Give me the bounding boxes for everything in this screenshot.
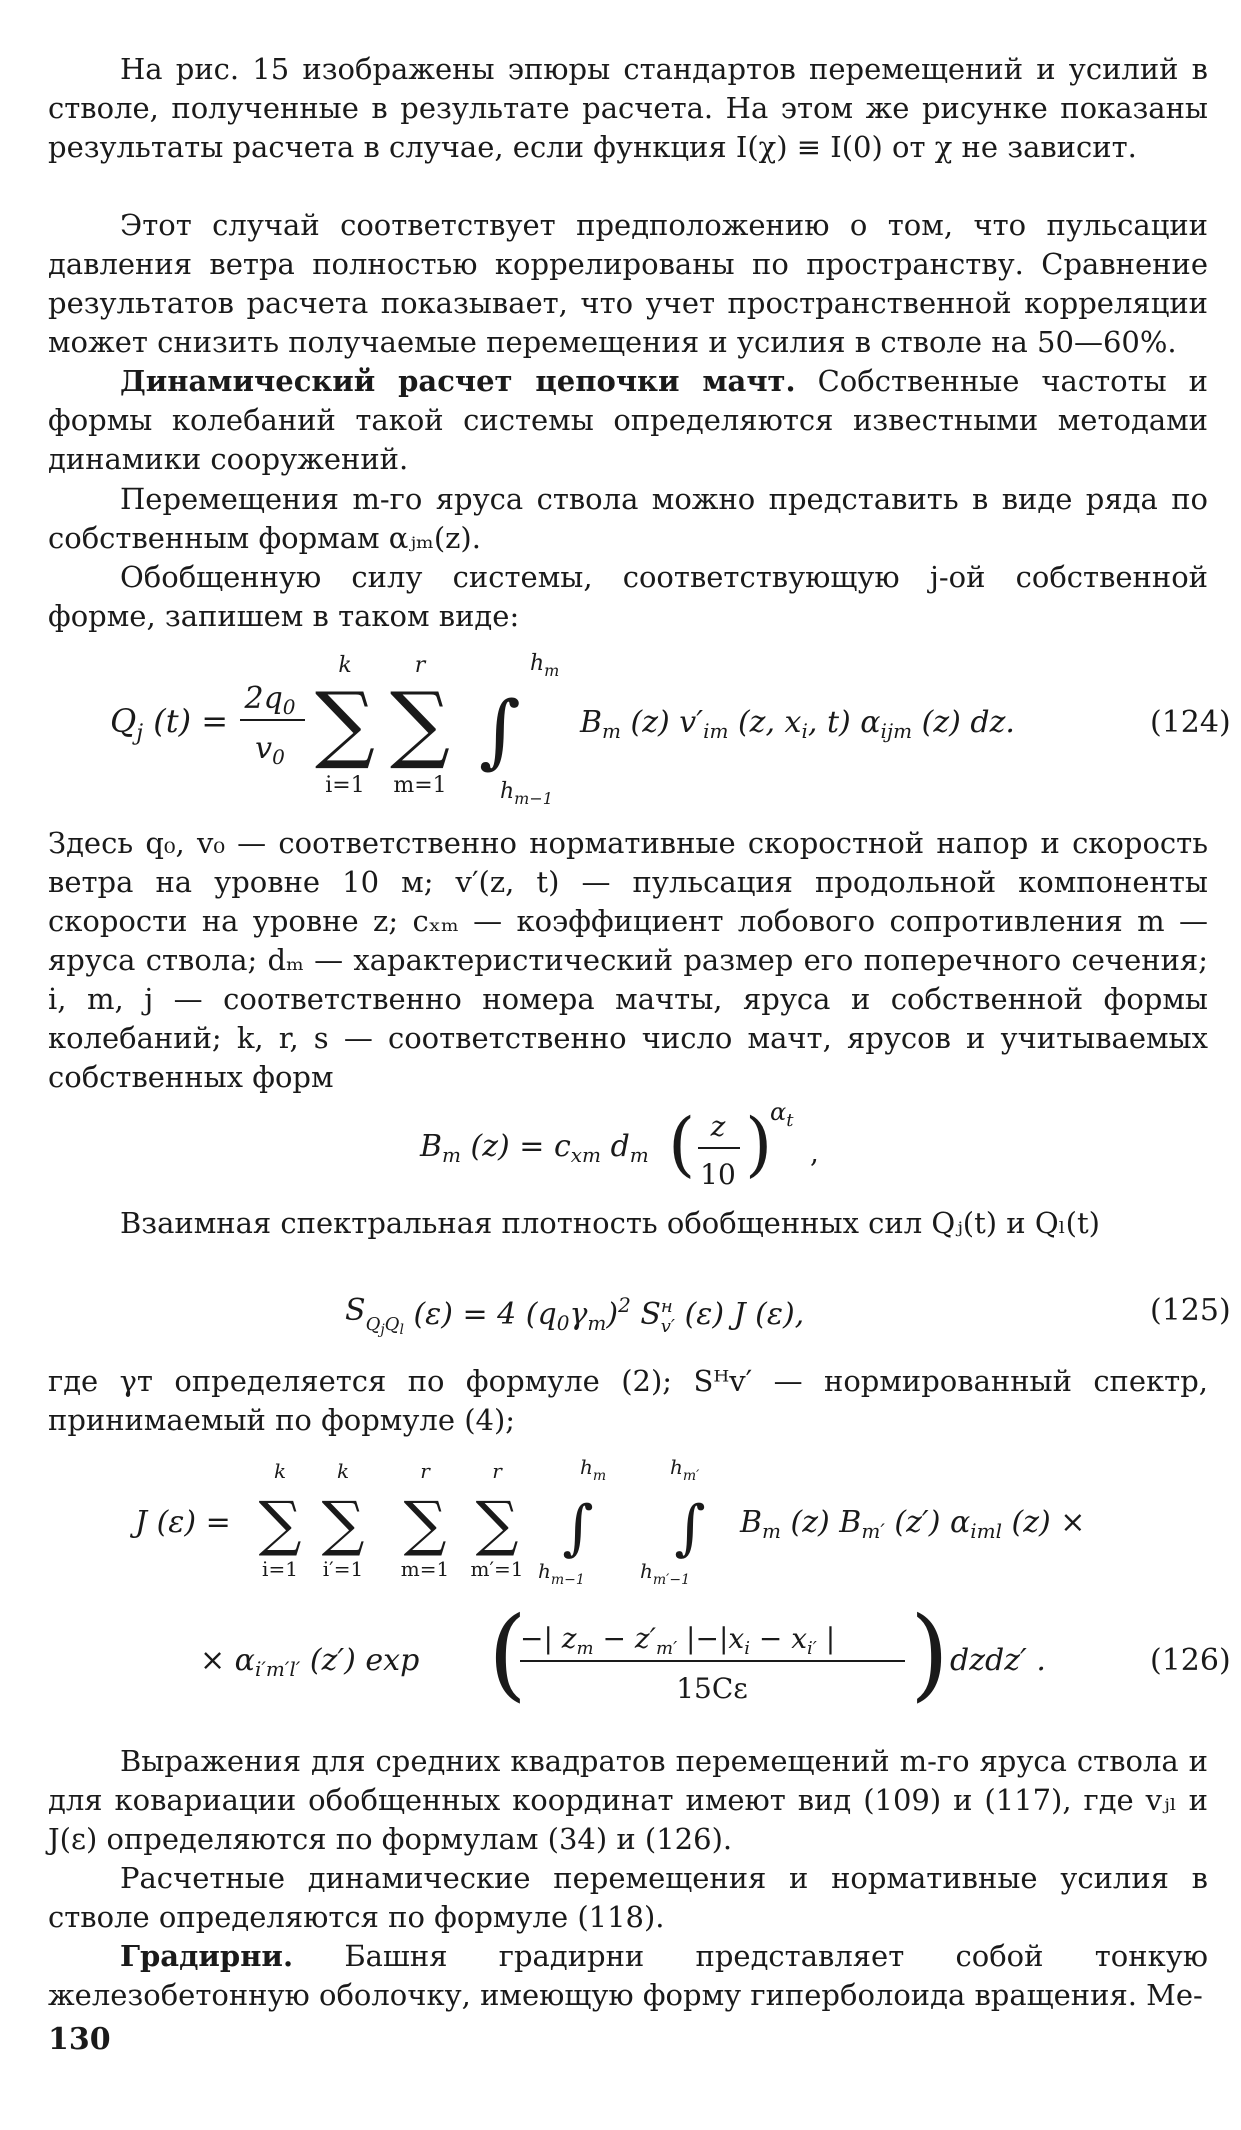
equation-124-svg bbox=[0, 640, 1241, 810]
svg-text:Qj (t) =: $Q_j$ (t) = bbox=[110, 702, 229, 746]
svg-text:∑: ∑ bbox=[315, 674, 375, 772]
paragraph-spectral: Взаимная спектральная плотность обобщенных сил Qⱼ(t) и Qₗ(t) bbox=[120, 1206, 1100, 1240]
svg-text:−| zm − z′m′ |−|xi − xi′ |: −| $z_m - z'_{m'}$ $|-|x_i - x_{i'}$ | bbox=[520, 1622, 836, 1659]
svg-text:2q0: $2q_0$ bbox=[244, 681, 296, 719]
svg-text:hm′: $h_{m'}$ bbox=[670, 1455, 700, 1484]
svg-text:hm′−1: $h_{m'-1}$ bbox=[640, 1559, 690, 1588]
equation-125 bbox=[0, 1278, 1241, 1348]
svg-text:hm−1: $h_{m-1}$ bbox=[500, 779, 553, 808]
svg-text:k: k bbox=[336, 1459, 350, 1483]
svg-text:k: k bbox=[273, 1459, 287, 1483]
heading-cooling-towers: Градирни. bbox=[120, 1939, 294, 1973]
equation-bm bbox=[0, 1090, 1241, 1200]
svg-text:k: k bbox=[338, 653, 352, 678]
equation-126-svg bbox=[0, 1448, 1241, 1738]
equation-126 bbox=[0, 1448, 1241, 1738]
svg-text:10: 10 bbox=[700, 1158, 736, 1191]
svg-text:r: r bbox=[492, 1459, 502, 1483]
svg-text:(126): (126) bbox=[1150, 1643, 1231, 1678]
paragraph-fig15: На рис. 15 изображены эпюры стандартов перемещений и усилий в стволе, полученные в результате расчета. На этом же рисунке показаны результаты расчета в случае, если функция I(χ) ≡ I(0) от χ не зависит. bbox=[48, 52, 1208, 164]
equation-124 bbox=[0, 640, 1241, 810]
svg-text:× αi′m′l′ (z′) exp: × $\alpha_{i'm'l'}$ (z′) exp bbox=[200, 1643, 420, 1681]
svg-text:Bm (z) v′im (z, xi, t) αijm: $B_m$ (z) $v'_{im}$ (z, $x_i$, t) $\alpha_{ijm}$ (z) dz. bbox=[580, 705, 1015, 743]
svg-text:i=1: i=1 bbox=[262, 1557, 298, 1581]
paragraph-displacements: Перемещения m-го яруса ствола можно представить в виде ряда по собственным формам αⱼₘ(z). bbox=[48, 482, 1208, 555]
svg-text:∑: ∑ bbox=[475, 1489, 519, 1559]
svg-text:(125): (125) bbox=[1150, 1293, 1231, 1328]
svg-text:hm−1: $h_{m-1}$ bbox=[538, 1559, 585, 1588]
svg-text:∫: ∫ bbox=[479, 684, 521, 777]
paragraph-mast-chain bbox=[48, 362, 1208, 479]
equation-bm-svg bbox=[0, 1090, 1241, 1200]
svg-text:Bm (z) = cxm dm: $B_m$ $(z) = c_{xm}$ $d_m$ bbox=[420, 1129, 649, 1167]
heading-mast-chain: Динамический расчет цепочки мачт. bbox=[120, 364, 796, 398]
svg-text:m′=1: m′=1 bbox=[470, 1557, 524, 1581]
svg-text:m=1: m=1 bbox=[393, 773, 447, 798]
equation-125-svg bbox=[0, 1278, 1241, 1348]
svg-text:i=1: i=1 bbox=[325, 773, 365, 798]
svg-text:∑: ∑ bbox=[258, 1489, 302, 1559]
svg-text:∑: ∑ bbox=[321, 1489, 365, 1559]
svg-text:,: , bbox=[810, 1136, 819, 1169]
paragraph-design: Расчетные динамические перемещения и нормативные усилия в стволе определяются по формуле (118). bbox=[48, 1861, 1208, 1934]
svg-text:∫: ∫ bbox=[562, 1493, 594, 1563]
svg-text:J (ε) =: J (ε) = bbox=[135, 1505, 231, 1540]
svg-text:v0: $v_0$ bbox=[255, 731, 285, 769]
svg-text:m=1: m=1 bbox=[400, 1557, 450, 1581]
paragraph-cooling-towers bbox=[48, 1937, 1208, 2015]
svg-text:(124): (124) bbox=[1150, 705, 1231, 740]
svg-text:∑: ∑ bbox=[390, 674, 450, 772]
paragraph-mean-squares: Выражения для средних квадратов перемещений m-го яруса ствола и для ковариации обобщенных координат имеют вид (109) и (117), где vⱼₗ и J(ε) определяются по формулам (34) и (126). bbox=[48, 1744, 1208, 1856]
svg-text:z: z bbox=[710, 1110, 726, 1143]
svg-text:hm: $h_m$ bbox=[530, 651, 560, 680]
svg-text:(: ( bbox=[488, 1595, 528, 1712]
svg-text:15Cε: 15Cε bbox=[676, 1672, 748, 1705]
paragraph-mast-chain-text: Собственные частоты и формы колебаний такой системы определяются известными методами динамики сооружений. bbox=[48, 364, 1208, 476]
svg-text:dzdz′ .: dzdz′ . bbox=[950, 1643, 1046, 1678]
paragraph-correlation: Этот случай соответствует предположению о том, что пульсации давления ветра полностью коррелированы по пространству. Сравнение результатов расчета показывает, что учет пространственной корреляции может снизить получаемые перемещения и усилия в стволе на 50—60%. bbox=[48, 208, 1208, 359]
svg-text:hm: $h_m$ bbox=[580, 1455, 607, 1484]
svg-text:r: r bbox=[420, 1459, 430, 1483]
paragraph-generalized-force: Обобщенную силу системы, соответствующую j-ой собственной форме, запишем в таком виде: bbox=[48, 560, 1208, 633]
svg-text:∑: ∑ bbox=[403, 1489, 447, 1559]
paragraph-notation: Здесь q₀, v₀ — соответственно нормативные скоростной напор и скорость ветра на уровне 10 м; v′(z, t) — пульсация продольной компоненты скорости на уровне z; cₓₘ — коэффициент лобового сопротивления m — яруса ствола; dₘ — характеристический размер его поперечного сечения; i, m, j — соответственно номера мачты, яруса и собственной формы колебаний; k, r, s — соответственно число мачт, ярусов и учитываемых собственных форм bbox=[48, 826, 1208, 1094]
paragraph-cooling-towers-text: Башня градирни представляет собой тонкую железобетонную оболочку, имеющую форму гиперболоида вращения. Ме- bbox=[48, 1939, 1209, 2012]
svg-text:∫: ∫ bbox=[674, 1493, 706, 1563]
svg-text:Bm (z) Bm′ (z′) αiml (z) ×: $B_m$ (z) $B_{m'}$ (z′) $\alpha_{iml}$ (z) × bbox=[740, 1505, 1086, 1543]
svg-text:): ) bbox=[910, 1595, 950, 1712]
paragraph-gamma: где γт определяется по формуле (2); Sᴴv′ — нормированный спектр, принимаемый по формуле (4); bbox=[48, 1364, 1208, 1437]
page-number: 130 bbox=[48, 2022, 111, 2057]
svg-text:r: r bbox=[414, 653, 426, 678]
svg-text:SQjQl (ε) = 4 (q0γт)2 Sнv′ (ε): $S_QjQl$ (ε) = 4 $(q_0\gamma_т)^2$ $S^н$ v′ (ε) J (ε), bbox=[345, 1293, 805, 1338]
svg-text:(: ( bbox=[668, 1103, 696, 1185]
svg-text:): ) bbox=[745, 1103, 773, 1185]
svg-text:i′=1: i′=1 bbox=[322, 1557, 364, 1581]
svg-text:αt: $\alpha_t$ bbox=[770, 1098, 794, 1131]
